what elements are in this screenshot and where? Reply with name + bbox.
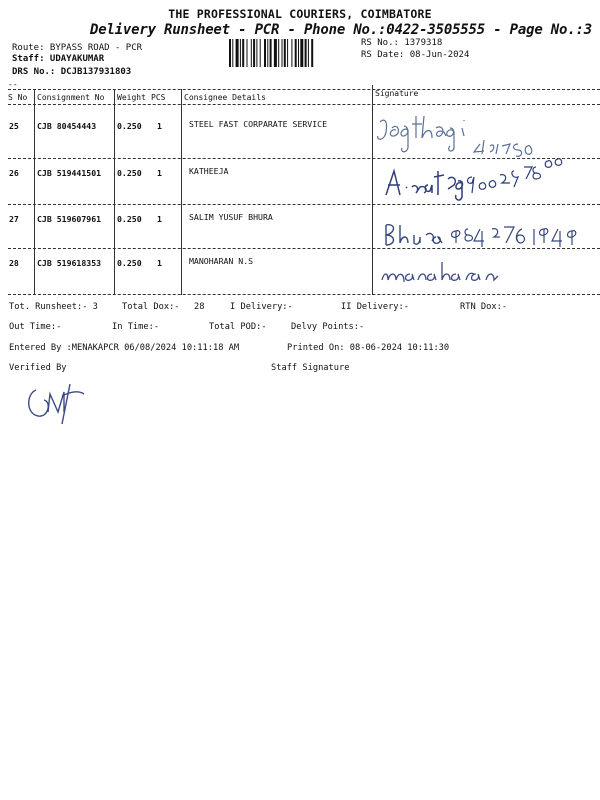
col-header-consignment: Consignment No bbox=[37, 93, 105, 102]
divider bbox=[8, 89, 600, 90]
row-weight: 0.250 bbox=[117, 121, 142, 131]
row-weight: 0.250 bbox=[117, 214, 142, 224]
col-header-pcs: PCS bbox=[151, 93, 166, 102]
ii-delivery: II Delivery:- bbox=[341, 302, 409, 312]
col-header-signature: Signature bbox=[375, 89, 419, 98]
staff-signature: Staff Signature bbox=[271, 363, 350, 373]
delvy-points: Delvy Points:- bbox=[291, 322, 365, 332]
signature-row-26 bbox=[372, 155, 600, 205]
row-consignment: CJB 519618353 bbox=[37, 258, 102, 268]
row-consignment: CJB 519441501 bbox=[37, 168, 102, 178]
row-consignee: MANOHARAN N.S bbox=[189, 256, 254, 266]
row-consignee: SALIM YUSUF BHURA bbox=[189, 212, 273, 222]
signature-row-25 bbox=[372, 110, 600, 160]
total-pod: Total POD:- bbox=[209, 322, 267, 332]
in-time: In Time:- bbox=[112, 322, 160, 332]
printed-on: Printed On: 08-06-2024 10:11:30 bbox=[287, 343, 450, 353]
column-line bbox=[114, 89, 115, 295]
row-sno: 26 bbox=[9, 168, 19, 178]
runsheet-title: Delivery Runsheet - PCR - Phone No.:0422-3505555 - Page No.:3 bbox=[90, 22, 592, 38]
divider bbox=[8, 104, 600, 105]
row-consignee: KATHEEJA bbox=[189, 166, 229, 176]
row-weight: 0.250 bbox=[117, 168, 142, 178]
entered-by: Entered By :MENAKAPCR 06/08/2024 10:11:18 AM bbox=[9, 343, 240, 353]
rs-date: RS Date: 08-Jun-2024 bbox=[361, 50, 470, 60]
total-dox-label: Total Dox:- bbox=[122, 302, 180, 312]
row-pcs: 1 bbox=[157, 168, 162, 178]
drs-number: DRS No.: DCJB137931803 bbox=[12, 67, 132, 77]
divider bbox=[8, 248, 600, 249]
column-line bbox=[34, 89, 35, 295]
barcode bbox=[229, 39, 353, 67]
signature-row-28 bbox=[372, 250, 600, 294]
row-pcs: 1 bbox=[157, 121, 162, 131]
row-consignment: CJB 80454443 bbox=[37, 121, 97, 131]
i-delivery: I Delivery:- bbox=[230, 302, 293, 312]
column-line bbox=[181, 89, 182, 295]
verifier-signature bbox=[22, 378, 92, 428]
row-consignee: STEEL FAST CORPARATE SERVICE bbox=[189, 119, 328, 129]
verified-by: Verified By bbox=[9, 363, 67, 373]
out-time: Out Time:- bbox=[9, 322, 62, 332]
col-header-weight: Weight bbox=[117, 93, 146, 102]
row-pcs: 1 bbox=[157, 214, 162, 224]
col-header-sno: S No bbox=[8, 93, 28, 102]
rtn-dox: RTN Dox:- bbox=[460, 302, 508, 312]
total-dox-value: 28 bbox=[194, 302, 205, 312]
dash-mark: -- bbox=[8, 80, 18, 89]
company-name: THE PROFESSIONAL COURIERS, COIMBATORE bbox=[168, 7, 432, 21]
row-sno: 28 bbox=[9, 258, 19, 268]
route-label: Route: BYPASS ROAD - PCR bbox=[12, 43, 143, 53]
tot-runsheet: Tot. Runsheet:- 3 bbox=[9, 302, 98, 312]
row-consignment: CJB 519607961 bbox=[37, 214, 102, 224]
col-header-consignee: Consignee Details bbox=[184, 93, 266, 102]
rs-number: RS No.: 1379318 bbox=[361, 38, 443, 48]
row-sno: 27 bbox=[9, 214, 19, 224]
row-weight: 0.250 bbox=[117, 258, 142, 268]
staff-label: Staff: UDAYAKUMAR bbox=[12, 54, 105, 64]
row-sno: 25 bbox=[9, 121, 19, 131]
row-pcs: 1 bbox=[157, 258, 162, 268]
divider bbox=[8, 294, 600, 295]
